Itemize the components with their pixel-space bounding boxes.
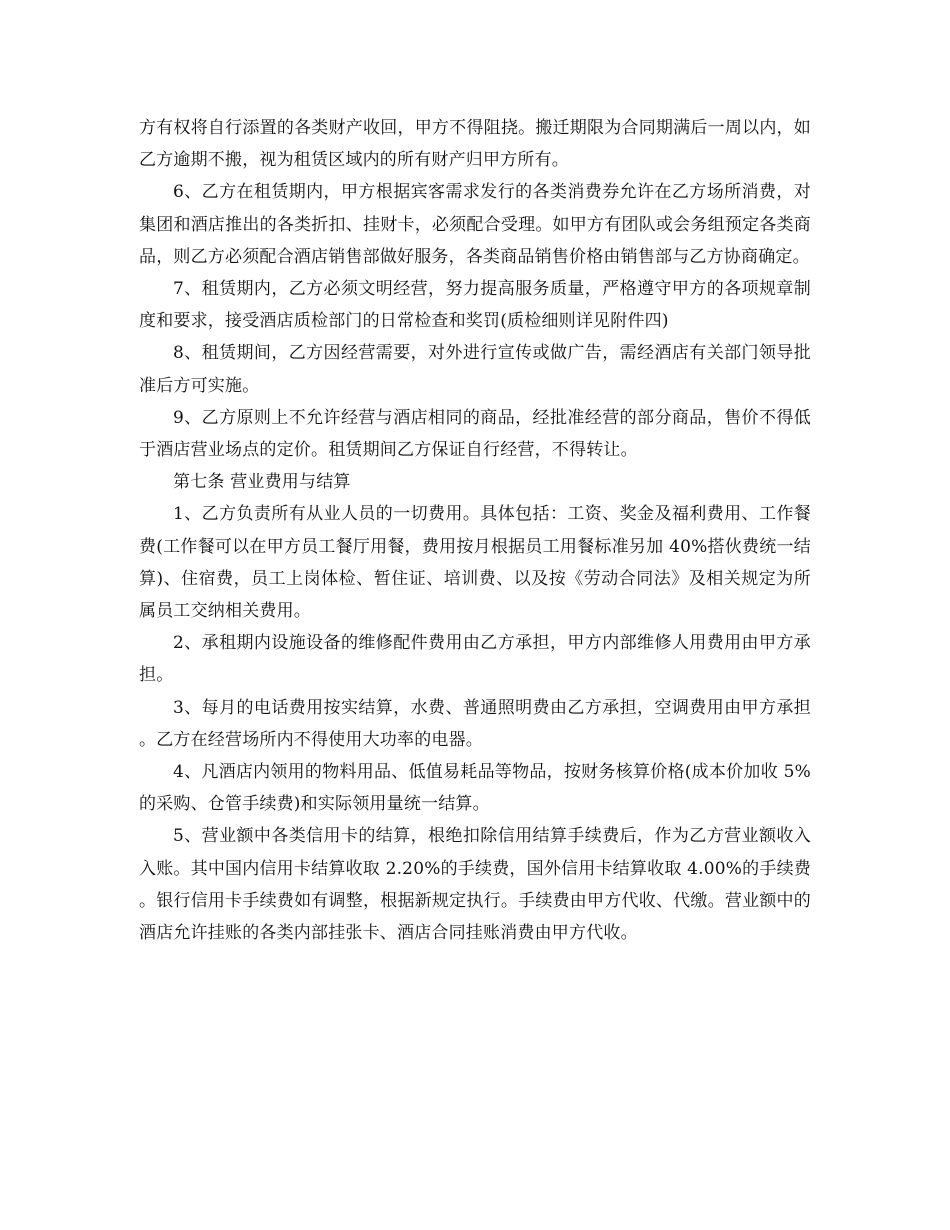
paragraph-fee-1: 1、乙方负责所有从业人员的一切费用。具体包括：工资、奖金及福利费用、工作餐费(工作餐可以在甲方员工餐厅用餐，费用按月根据员工用餐标准另加 40%搭伙费统一结算)、住宿费，员工上岗体检、暂住证、培训费、以及按《劳动合同法》及相关规定为所属员工交纳相关费用。	[139, 504, 811, 622]
section-heading-article-7: 第七条 营业费用与结算	[173, 472, 351, 493]
paragraph-fee-4: 4、凡酒店内领用的物料用品、低值易耗品等物品，按财务核算价格(成本价加收 5%的采购、仓管手续费)和实际领用量统一结算。	[139, 762, 811, 815]
paragraph-continuation: 方有权将自行添置的各类财产收回，甲方不得阻挠。搬迁期限为合同期满后一周以内，如乙方逾期不搬，视为租赁区域内的所有财产归甲方所有。	[139, 118, 811, 171]
paragraph-clause-9: 9、乙方原则上不允许经营与酒店相同的商品，经批准经营的部分商品，售价不得低于酒店营业场点的定价。租赁期间乙方保证自行经营，不得转让。	[139, 407, 811, 461]
paragraph-clause-6: 6、乙方在租赁期内，甲方根据宾客需求发行的各类消费券允许在乙方场所消费，对集团和酒店推出的各类折扣、挂财卡，必须配合受理。如甲方有团队或会务组预定各类商品，则乙方必须配合酒店销售部做好服务，各类商品销售价格由销售部与乙方协商确定。	[139, 182, 811, 267]
paragraph-fee-5: 5、营业额中各类信用卡的结算，根绝扣除信用结算手续费后，作为乙方营业额收入入账。其中国内信用卡结算收取 2.20%的手续费，国外信用卡结算收取 4.00%的手续费。银行信用卡手续费如有调整，根据新规定执行。手续费由甲方代收、代缴。营业额中的酒店允许挂账的各类内部挂张卡、酒店合同挂账消费由甲方代收。	[139, 826, 811, 944]
paragraph-fee-2: 2、承租期内设施设备的维修配件费用由乙方承担，甲方内部维修人用费用由甲方承担。	[139, 633, 811, 686]
document-body	[139, 112, 811, 949]
paragraph-clause-7: 7、租赁期内，乙方必须文明经营，努力提高服务质量，严格遵守甲方的各项规章制度和要求，接受酒店质检部门的日常检查和奖罚(质检细则详见附件四)	[139, 279, 811, 332]
paragraph-clause-8: 8、租赁期间，乙方因经营需要，对外进行宣传或做广告，需经酒店有关部门领导批准后方可实施。	[139, 343, 811, 396]
paragraph-fee-3: 3、每月的电话费用按实结算，水费、普通照明费由乙方承担，空调费用由甲方承担。乙方在经营场所内不得使用大功率的电器。	[139, 697, 811, 750]
